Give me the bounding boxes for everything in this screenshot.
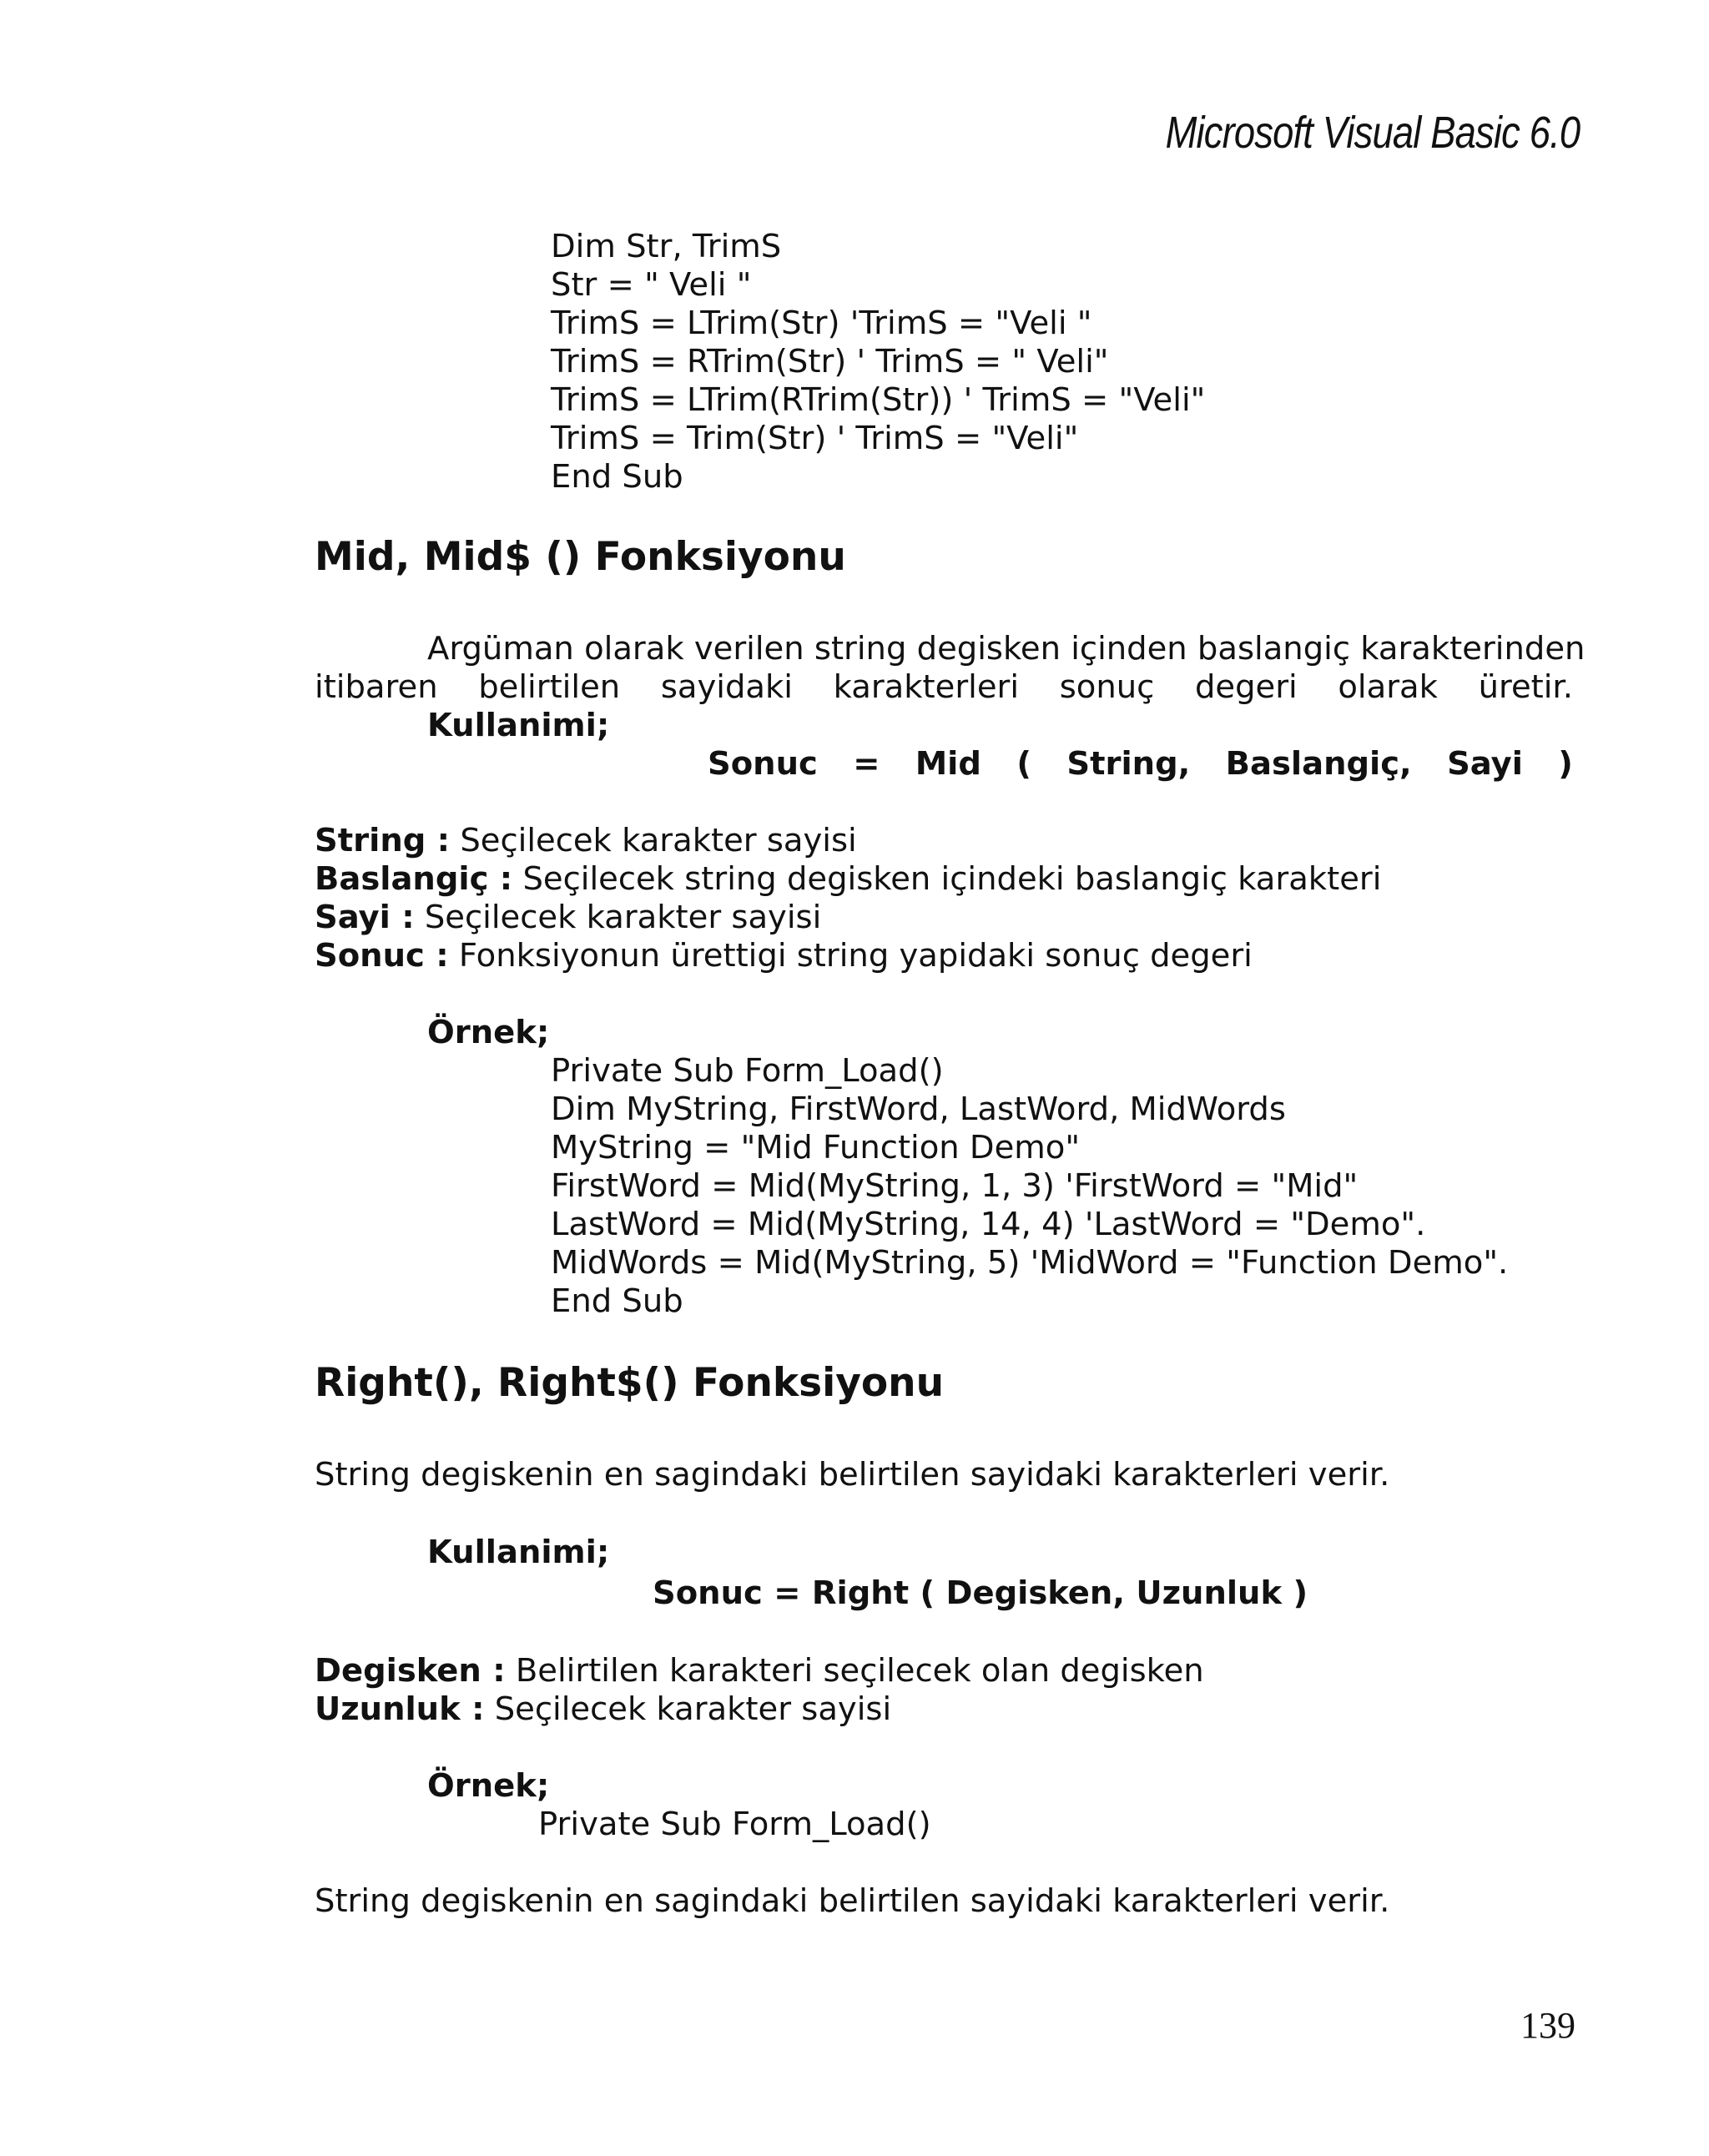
param-desc: Fonksiyonun ürettigi string yapidaki sonuç degeri (448, 937, 1253, 975)
code-line: LastWord = Mid(MyString, 14, 4) 'LastWord = "Demo". (551, 1206, 1426, 1243)
example-label: Örnek; (427, 1014, 550, 1051)
param-line (315, 937, 1253, 975)
syntax-token: Baslangiç, (1225, 745, 1412, 783)
syntax-token: String, (1066, 745, 1191, 783)
example-label: Örnek; (427, 1767, 550, 1805)
syntax-token: = (853, 745, 880, 783)
word: sayidaki (660, 668, 793, 706)
code-line: TrimS = LTrim(RTrim(Str)) ' TrimS = "Veli" (551, 381, 1206, 419)
page-number: 139 (1520, 2005, 1575, 2046)
code-line: FirstWord = Mid(MyString, 1, 3) 'FirstWord = "Mid" (551, 1167, 1359, 1205)
code-line: TrimS = RTrim(Str) ' TrimS = " Veli" (551, 343, 1109, 380)
word: sonuç (1059, 668, 1155, 706)
param-name: Sonuc : (315, 937, 449, 975)
param-desc: Seçilecek string degisken içindeki baslangiç karakteri (512, 860, 1382, 898)
param-name: String : (315, 822, 451, 859)
paragraph-line: String degiskenin en sagindaki belirtilen sayidaki karakterleri verir. (315, 1456, 1390, 1494)
word: üretir. (1478, 668, 1573, 706)
paragraph-line-justified (315, 668, 1573, 707)
param-name: Baslangiç : (315, 860, 513, 898)
syntax-token: Sayi (1447, 745, 1523, 783)
code-line: MyString = "Mid Function Demo" (551, 1129, 1081, 1166)
code-line: Dim Str, TrimS (551, 228, 782, 265)
paragraph-line: String degiskenin en sagindaki belirtilen sayidaki karakterleri verir. (315, 1882, 1390, 1920)
param-desc: Seçilecek karakter sayisi (450, 822, 857, 859)
usage-label: Kullanimi; (427, 1534, 610, 1571)
syntax-token: ) (1558, 745, 1573, 783)
code-line: Private Sub Form_Load() (551, 1052, 944, 1090)
code-line: MidWords = Mid(MyString, 5) 'MidWord = "Function Demo". (551, 1244, 1509, 1282)
usage-label: Kullanimi; (427, 707, 610, 744)
param-line (315, 860, 1381, 899)
param-line (315, 822, 857, 860)
word: itibaren (315, 668, 438, 706)
param-name: Sayi : (315, 899, 415, 936)
param-name: Degisken : (315, 1652, 506, 1690)
word: karakterleri (833, 668, 1020, 706)
syntax-line: Sonuc = Right ( Degisken, Uzunluk ) (653, 1574, 1308, 1612)
code-line: Private Sub Form_Load() (538, 1806, 931, 1843)
code-line: Str = " Veli " (551, 266, 752, 304)
param-name: Uzunluk : (315, 1690, 485, 1728)
param-line (315, 1690, 891, 1729)
section-heading-mid: Mid, Mid$ () Fonksiyonu (315, 534, 846, 580)
word: degeri (1194, 668, 1298, 706)
code-line: TrimS = Trim(Str) ' TrimS = "Veli" (551, 420, 1079, 457)
word: belirtilen (478, 668, 621, 706)
word: olarak (1338, 668, 1438, 706)
running-header: Microsoft Visual Basic 6.0 (1165, 108, 1580, 158)
syntax-token: ( (1016, 745, 1031, 783)
code-line: End Sub (551, 458, 683, 496)
syntax-line (708, 745, 1573, 783)
code-line: Dim MyString, FirstWord, LastWord, MidWords (551, 1091, 1286, 1128)
param-desc: Seçilecek karakter sayisi (484, 1690, 892, 1728)
code-line: TrimS = LTrim(Str) 'TrimS = "Veli " (551, 305, 1092, 342)
param-line (315, 1652, 1204, 1690)
code-line: End Sub (551, 1282, 683, 1320)
syntax-token: Mid (915, 745, 981, 783)
section-heading-right: Right(), Right$() Fonksiyonu (315, 1360, 945, 1406)
param-desc: Seçilecek karakter sayisi (414, 899, 822, 936)
param-line (315, 899, 821, 937)
syntax-token: Sonuc (708, 745, 818, 783)
param-desc: Belirtilen karakteri seçilecek olan degisken (505, 1652, 1204, 1690)
paragraph-line: Argüman olarak verilen string degisken içinden baslangiç karakterinden (427, 630, 1585, 667)
